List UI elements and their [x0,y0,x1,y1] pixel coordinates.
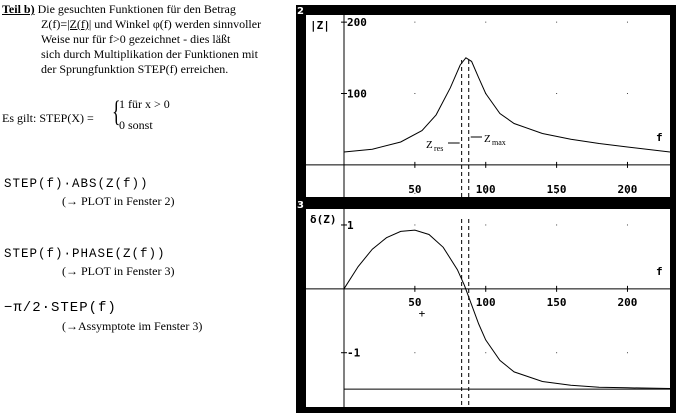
intro-text-2b: |Z(f)| [67,17,92,31]
expression-asymptote-note: (→Assymptote im Fenster 3) [62,319,203,333]
expression-abs-note: (→ PLOT in Fenster 2) [62,194,175,208]
intro-line-5: der Sprungfunktion STEP(f) erreichen. [41,62,229,76]
grid-dot [414,224,415,225]
grid-dot [556,352,557,353]
intro-line-2 [41,17,261,32]
intro-text-1: Die gesuchten Funktionen für den Betrag [37,2,236,16]
grid-dot [556,22,557,23]
z-res-subscript: res [434,144,444,153]
grid-dot [485,224,486,225]
y-tick-label: 200 [347,16,367,30]
z-max-subscript: max [492,138,506,147]
x-axis-label: f [656,265,663,278]
x-tick-label: 50 [408,183,422,196]
grid-dot [627,224,628,225]
intro-line-3: Weise nur für f>0 gezeichnet - dies läßt [41,32,231,46]
step-definition-label: Es gilt: STEP(X) = [2,111,94,125]
y-tick-label: 100 [347,87,367,101]
z-res-label: Z [426,139,433,151]
y-tick-label: -1 [347,346,361,360]
grid-dot [414,93,415,94]
x-tick-label: 100 [475,183,496,196]
y-axis-label: δ(Z) [310,213,337,226]
y-tick-label: 1 [347,218,354,232]
function-curve [344,230,670,388]
x-tick-label: 200 [617,183,638,196]
intro-line-1 [2,2,236,17]
x-tick-label: 150 [546,296,567,309]
grid-dot [627,93,628,94]
magnitude-plot [306,15,670,197]
grid-dot [627,352,628,353]
grid-dot [627,22,628,23]
expression-phase: STEP(f)·PHASE(Z(f)) [4,247,166,261]
function-curve [344,58,670,152]
cursor-marker: + [418,307,426,320]
intro-line-4: sich durch Multiplikation der Funktionen mit [41,47,258,61]
grid-dot [485,352,486,353]
window-2-number: 2 [297,6,304,17]
curly-brace: { [112,95,121,128]
grid-dot [485,22,486,23]
y-axis-label: |Z| [310,19,330,32]
intro-text-2c: und Winkel φ(f) werden sinnvoller [91,17,262,31]
intro-text-2a: Z(f)= [41,17,68,31]
section-heading: Teil b) [2,2,35,16]
expression-phase-note: (→ PLOT in Fenster 3) [62,264,175,278]
grid-dot [414,22,415,23]
plot-window-2[interactable] [306,15,670,197]
z-max-label: Z [484,133,491,145]
expression-asymptote: −π/2·STEP(f) [4,300,117,316]
expression-abs: STEP(f)·ABS(Z(f)) [4,177,149,191]
x-tick-label: 200 [617,296,638,309]
x-tick-label: 50 [408,296,422,309]
grid-dot [414,352,415,353]
step-case-2: 0 sonst [119,118,153,132]
grid-dot [556,93,557,94]
phase-plot [306,209,670,407]
grid-dot [556,224,557,225]
window-3-number: 3 [297,200,304,211]
x-axis-label: f [656,131,663,144]
plot-window-3[interactable] [306,209,670,407]
x-tick-label: 100 [475,296,496,309]
step-case-1: 1 für x > 0 [119,97,170,111]
x-tick-label: 150 [546,183,567,196]
plot-area [296,5,676,413]
